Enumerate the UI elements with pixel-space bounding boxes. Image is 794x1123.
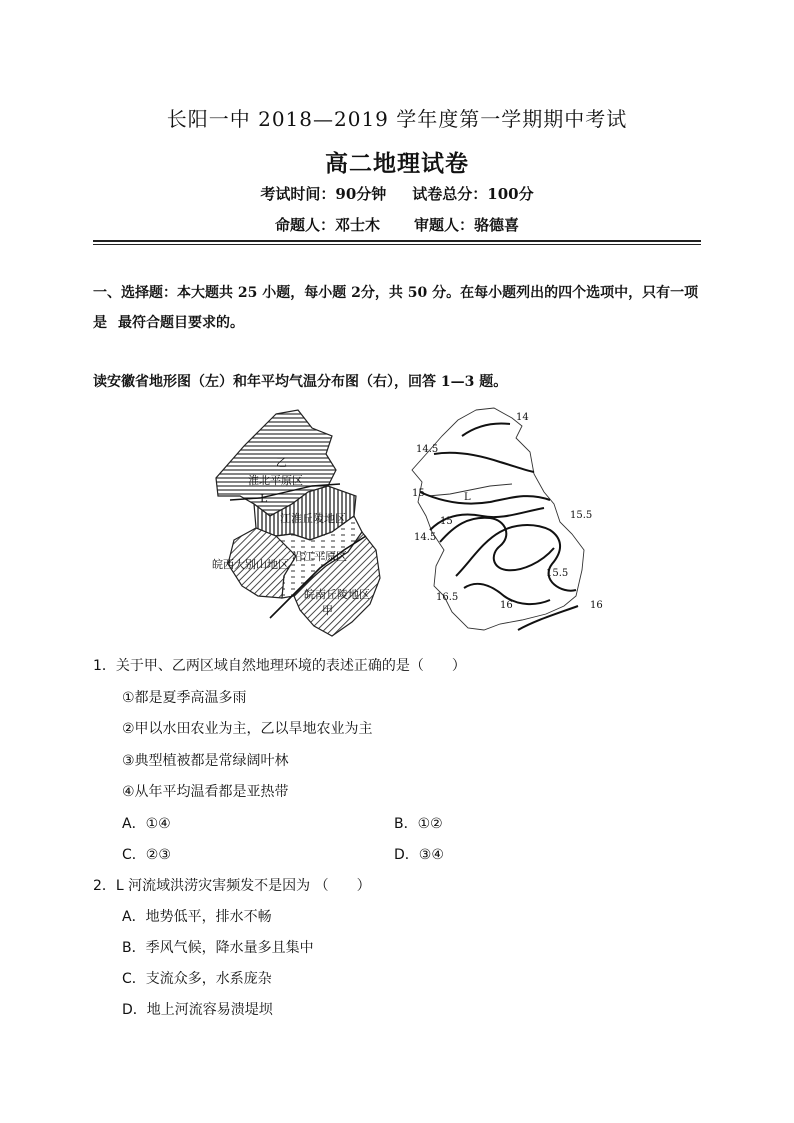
question-2-option-a: A．地势低平，排水不畅 — [122, 909, 272, 925]
question-1-option-c: C．②③ — [122, 847, 171, 863]
question-2-option-b: B．季风气候，降水量多且集中 — [122, 940, 314, 956]
question-2-option-c: C．支流众多，水系庞杂 — [122, 971, 272, 987]
question-1-option-b: B．①② — [394, 816, 443, 832]
anhui-terrain-map — [212, 410, 380, 636]
label-huaibei-plain: 淮北平原区 — [248, 474, 303, 487]
isotherm-label-15-top: 15 — [412, 488, 425, 499]
isotherm-label-16-mid: 16 — [500, 600, 513, 611]
label-wannan-hills: 皖南丘陵地区 — [304, 588, 370, 601]
question-1-stem: 1．关于甲、乙两区域自然地理环境的表述正确的是（ ） — [93, 658, 466, 674]
label-jia: 甲 — [322, 604, 333, 617]
setter: 命题人：邓士木 — [274, 216, 380, 234]
isotherm-label-16-right: 16 — [590, 600, 603, 611]
question-1-option-a: A．①④ — [122, 816, 171, 832]
isotherm-label-14-5-top: 14.5 — [416, 444, 439, 455]
section-instructions-line2: 最符合题目要求的。 — [118, 315, 244, 331]
school-title: 长阳一中 2018—2019 学年度第一学期期中考试 — [166, 107, 628, 131]
exam-meta — [0, 183, 794, 204]
label-yanjiang-plain: 沿江平原区 — [292, 550, 347, 563]
isotherm-label-15-5-right: 15.5 — [570, 510, 593, 521]
question-1-statement-4: ④从年平均温看都是亚热带 — [122, 784, 289, 800]
total-score: 试卷总分：100分 — [412, 185, 534, 203]
header-rule-thin — [93, 244, 701, 245]
isotherm-label-15-5-low: 15.5 — [546, 568, 569, 579]
header-rule-thick — [93, 240, 701, 242]
exam-time: 考试时间：90分钟 — [260, 185, 387, 203]
question-2-stem: 2．L 河流域洪涝灾害频发不是因为 （ ） — [93, 878, 371, 894]
label-yi: 乙 — [276, 456, 287, 469]
temperature-isotherm-map — [412, 408, 603, 630]
reviewer: 审题人：骆德喜 — [414, 216, 520, 234]
maps-figure — [200, 400, 620, 650]
isotherm-label-15-mid: 15 — [440, 516, 453, 527]
question-2-option-d: D．地上河流容易溃堤坝 — [122, 1002, 273, 1018]
authors — [0, 214, 794, 235]
section-instructions-line1: 一、选择题：本大题共 25 小题，每小题 2分，共 50 分。在每小题列出的四个选项中，只有一项是 — [93, 285, 699, 331]
question-1-statement-2: ②甲以水田农业为主，乙以旱地农业为主 — [122, 721, 373, 737]
isotherm-label-16-5: 16.5 — [436, 592, 459, 603]
isotherm-16 — [456, 525, 576, 591]
paper-title: 高二地理试卷 — [325, 150, 469, 177]
label-wanxi-dabie: 皖西大别山地区 — [212, 558, 289, 571]
isotherm-14 — [462, 424, 510, 437]
reading-prompt: 读安徽省地形图（左）和年平均气温分布图（右），回答 1—3 题。 — [93, 374, 508, 390]
isotherm-16-bottom — [518, 606, 578, 630]
question-1-option-d: D．③④ — [394, 847, 444, 863]
isotherm-label-14-5-mid: 14.5 — [414, 532, 437, 543]
question-1-statement-3: ③典型植被都是常绿阔叶林 — [122, 753, 289, 769]
isotherm-15 — [420, 492, 550, 504]
isotherm-14-5 — [434, 453, 534, 472]
question-1-statement-1: ①都是夏季高温多雨 — [122, 690, 247, 706]
label-L-left: L — [260, 492, 268, 505]
isotherm-label-L: L — [464, 492, 471, 503]
isotherm-label-14: 14 — [516, 412, 529, 423]
label-jianghuai-hills: 江淮丘陵地区 — [280, 512, 346, 525]
